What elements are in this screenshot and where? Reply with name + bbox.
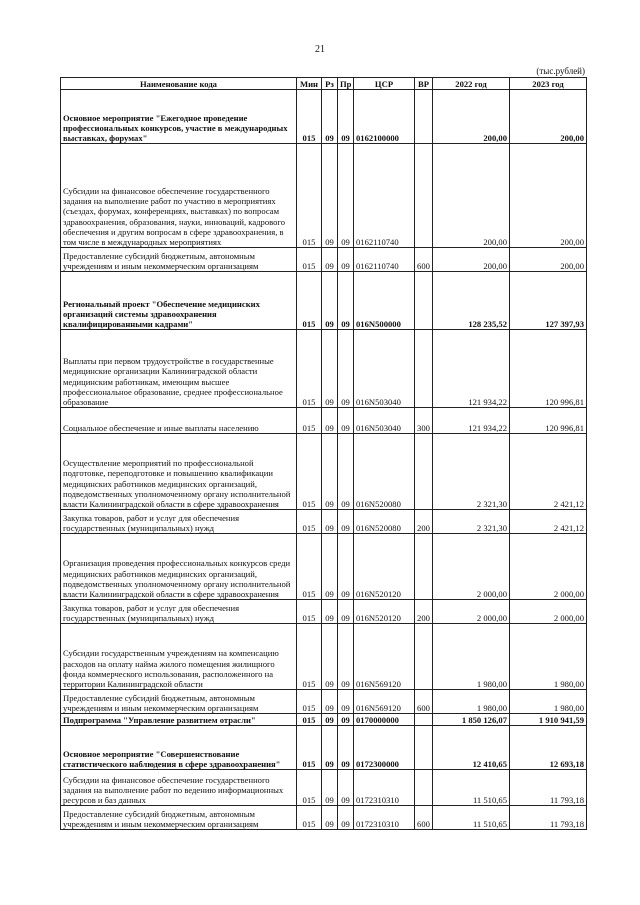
cell-2023: 200,00 [510, 90, 587, 144]
header-csr: ЦСР [354, 78, 415, 90]
cell-rz: 09 [322, 248, 338, 272]
cell-2023: 2 000,00 [510, 534, 587, 600]
cell-rz: 09 [322, 434, 338, 510]
table-row [61, 434, 587, 510]
cell-csr: 0162100000 [354, 90, 415, 144]
cell-name: Основное мероприятие "Ежегодное проведение профессиональных конкурсов, участие в международных выставках, форумах" [61, 90, 297, 144]
cell-rz: 09 [322, 726, 338, 770]
cell-min: 015 [297, 726, 322, 770]
header-pr: Пр [338, 78, 354, 90]
cell-csr: 0172300000 [354, 726, 415, 770]
cell-name: Региональный проект "Обеспечение медицинских организаций системы здравоохранения квалифицированными кадрами" [61, 272, 297, 330]
cell-name: Предоставление субсидий бюджетным, автономным учреждениям и иным некоммерческим организациям [61, 690, 297, 714]
cell-csr: 0170000000 [354, 714, 415, 726]
cell-vr: 600 [415, 806, 433, 830]
cell-2022: 2 000,00 [433, 534, 510, 600]
cell-vr [415, 534, 433, 600]
cell-min: 015 [297, 690, 322, 714]
cell-2022: 128 235,52 [433, 272, 510, 330]
cell-2022: 11 510,65 [433, 770, 510, 806]
cell-2023: 2 421,12 [510, 510, 587, 534]
cell-vr [415, 770, 433, 806]
cell-rz: 09 [322, 624, 338, 690]
cell-2022: 2 321,30 [433, 510, 510, 534]
cell-pr: 09 [338, 408, 354, 434]
cell-name: Субсидии на финансовое обеспечение государственного задания на выполнение работ по ведению информационных ресурсов и баз данных [61, 770, 297, 806]
cell-min: 015 [297, 714, 322, 726]
cell-vr [415, 272, 433, 330]
header-rz: Рз [322, 78, 338, 90]
cell-2022: 2 321,30 [433, 434, 510, 510]
cell-pr: 09 [338, 690, 354, 714]
table-row [61, 600, 587, 624]
page-number: 21 [315, 44, 325, 55]
cell-csr: 016N500000 [354, 272, 415, 330]
cell-csr: 016N520080 [354, 510, 415, 534]
table-row [61, 726, 587, 770]
cell-rz: 09 [322, 90, 338, 144]
cell-rz: 09 [322, 330, 338, 408]
header-2023: 2023 год [510, 78, 587, 90]
cell-pr: 09 [338, 726, 354, 770]
cell-pr: 09 [338, 272, 354, 330]
cell-rz: 09 [322, 534, 338, 600]
cell-2023: 2 421,12 [510, 434, 587, 510]
cell-2022: 1 980,00 [433, 624, 510, 690]
cell-name: Выплаты при первом трудоустройстве в государственные медицинские организации Калининградской области медицинским работникам, имеющим высшее профессиональное образование, среднее профессиональное образование [61, 330, 297, 408]
table-row [61, 690, 587, 714]
cell-csr: 016N503040 [354, 330, 415, 408]
cell-pr: 09 [338, 534, 354, 600]
cell-name: Предоставление субсидий бюджетным, автономным учреждениям и иным некоммерческим организациям [61, 248, 297, 272]
cell-min: 015 [297, 144, 322, 248]
cell-vr: 200 [415, 600, 433, 624]
cell-name: Организация проведения профессиональных конкурсов среди медицинских работников медицинских организаций, подведомственных уполномоченному органу исполнительной власти Калининградской области в сфере здравоохранения [61, 534, 297, 600]
cell-pr: 09 [338, 714, 354, 726]
cell-2022: 121 934,22 [433, 330, 510, 408]
units-label: (тыс.рублей) [536, 66, 585, 76]
table-row [61, 90, 587, 144]
cell-rz: 09 [322, 690, 338, 714]
table-row [61, 408, 587, 434]
cell-2022: 2 000,00 [433, 600, 510, 624]
cell-vr [415, 726, 433, 770]
table-row [61, 806, 587, 830]
cell-csr: 0162110740 [354, 248, 415, 272]
cell-name: Основное мероприятие "Совершенствование статистического наблюдения в сфере здравоохранения" [61, 726, 297, 770]
cell-csr: 0172310310 [354, 806, 415, 830]
cell-rz: 09 [322, 600, 338, 624]
table-header-row [61, 78, 587, 90]
cell-pr: 09 [338, 144, 354, 248]
cell-min: 015 [297, 272, 322, 330]
cell-2023: 1 980,00 [510, 624, 587, 690]
table-row [61, 272, 587, 330]
cell-csr: 016N520120 [354, 534, 415, 600]
cell-vr: 200 [415, 510, 433, 534]
cell-min: 015 [297, 624, 322, 690]
cell-rz: 09 [322, 272, 338, 330]
cell-name: Субсидии на финансовое обеспечение государственного задания на выполнение работ по участию в мероприятиях (съездах, форумах, конференциях, выставках) по вопросам здравоохранения, образования, науки, инноваций, кадрового обеспечения и другим вопросам в сфере здравоохранения, в том числе в международных мероприятиях [61, 144, 297, 248]
cell-min: 015 [297, 510, 322, 534]
cell-min: 015 [297, 600, 322, 624]
cell-2023: 120 996,81 [510, 408, 587, 434]
table-row [61, 144, 587, 248]
cell-pr: 09 [338, 434, 354, 510]
cell-2022: 11 510,65 [433, 806, 510, 830]
table-row [61, 330, 587, 408]
cell-rz: 09 [322, 144, 338, 248]
cell-pr: 09 [338, 90, 354, 144]
cell-pr: 09 [338, 770, 354, 806]
cell-rz: 09 [322, 770, 338, 806]
cell-min: 015 [297, 434, 322, 510]
cell-name: Предоставление субсидий бюджетным, автономным учреждениям и иным некоммерческим организациям [61, 806, 297, 830]
cell-vr: 300 [415, 408, 433, 434]
cell-csr: 016N503040 [354, 408, 415, 434]
cell-csr: 016N520080 [354, 434, 415, 510]
header-2022: 2022 год [433, 78, 510, 90]
cell-name: Осуществление мероприятий по профессиональной подготовке, переподготовке и повышению квалификации медицинских работников медицинских организаций, подведомственных уполномоченному органу исполнительной власти Калининградской области в сфере здравоохранения [61, 434, 297, 510]
cell-pr: 09 [338, 510, 354, 534]
cell-name: Закупка товаров, работ и услуг для обеспечения государственных (муниципальных) нужд [61, 600, 297, 624]
cell-2023: 200,00 [510, 248, 587, 272]
cell-csr: 0172310310 [354, 770, 415, 806]
cell-2022: 200,00 [433, 90, 510, 144]
cell-vr: 600 [415, 248, 433, 272]
cell-vr: 600 [415, 690, 433, 714]
cell-vr [415, 90, 433, 144]
cell-pr: 09 [338, 624, 354, 690]
cell-pr: 09 [338, 600, 354, 624]
cell-min: 015 [297, 806, 322, 830]
cell-2023: 1 980,00 [510, 690, 587, 714]
header-min: Мин [297, 78, 322, 90]
cell-min: 015 [297, 770, 322, 806]
cell-min: 015 [297, 90, 322, 144]
cell-name: Субсидии государственным учреждениям на компенсацию расходов на оплату найма жилого помещения жилищного фонда коммерческого использования, расположенного на территории Калининградской области [61, 624, 297, 690]
cell-2022: 200,00 [433, 248, 510, 272]
cell-csr: 0162110740 [354, 144, 415, 248]
cell-csr: 016N569120 [354, 690, 415, 714]
cell-rz: 09 [322, 714, 338, 726]
table-row [61, 714, 587, 726]
table-row [61, 510, 587, 534]
cell-2022: 12 410,65 [433, 726, 510, 770]
cell-name: Социальное обеспечение и иные выплаты населению [61, 408, 297, 434]
cell-csr: 016N569120 [354, 624, 415, 690]
cell-min: 015 [297, 248, 322, 272]
header-name: Наименование кода [61, 78, 297, 90]
cell-2022: 121 934,22 [433, 408, 510, 434]
cell-vr [415, 714, 433, 726]
cell-2022: 1 850 126,07 [433, 714, 510, 726]
cell-2023: 11 793,18 [510, 770, 587, 806]
cell-pr: 09 [338, 330, 354, 408]
cell-rz: 09 [322, 806, 338, 830]
cell-pr: 09 [338, 806, 354, 830]
cell-min: 015 [297, 408, 322, 434]
cell-rz: 09 [322, 408, 338, 434]
cell-vr [415, 624, 433, 690]
cell-vr [415, 434, 433, 510]
table-row [61, 770, 587, 806]
cell-2023: 120 996,81 [510, 330, 587, 408]
table-body [61, 90, 587, 830]
cell-name: Подпрограмма "Управление развитием отрасли" [61, 714, 297, 726]
cell-2022: 200,00 [433, 144, 510, 248]
budget-table [60, 77, 587, 830]
cell-csr: 016N520120 [354, 600, 415, 624]
cell-2023: 200,00 [510, 144, 587, 248]
header-vr: ВР [415, 78, 433, 90]
cell-min: 015 [297, 534, 322, 600]
cell-2023: 1 910 941,59 [510, 714, 587, 726]
cell-name: Закупка товаров, работ и услуг для обеспечения государственных (муниципальных) нужд [61, 510, 297, 534]
cell-vr [415, 144, 433, 248]
cell-2023: 12 693,18 [510, 726, 587, 770]
table-row [61, 534, 587, 600]
cell-rz: 09 [322, 510, 338, 534]
cell-2023: 127 397,93 [510, 272, 587, 330]
table-row [61, 248, 587, 272]
cell-min: 015 [297, 330, 322, 408]
cell-2023: 11 793,18 [510, 806, 587, 830]
cell-2022: 1 980,00 [433, 690, 510, 714]
cell-pr: 09 [338, 248, 354, 272]
cell-vr [415, 330, 433, 408]
table-row [61, 624, 587, 690]
cell-2023: 2 000,00 [510, 600, 587, 624]
